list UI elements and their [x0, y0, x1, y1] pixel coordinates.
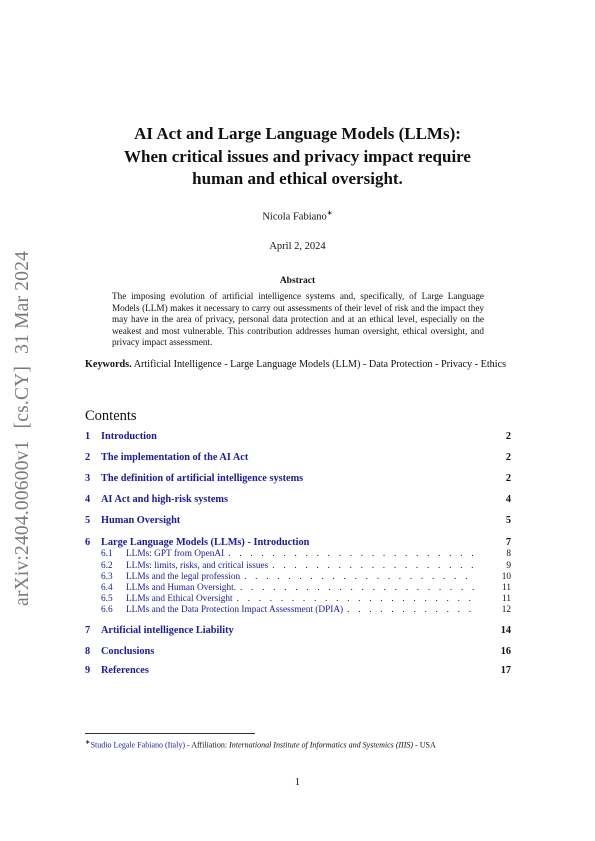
toc-subsection[interactable]: [85, 594, 511, 604]
author-footnote-mark[interactable]: ∗: [326, 209, 333, 217]
toc-subsection[interactable]: [85, 583, 511, 593]
toc-number: 6.1: [101, 549, 113, 559]
toc-page: 8: [506, 549, 511, 559]
toc-number: 2: [85, 452, 91, 463]
toc-subsection[interactable]: [85, 605, 511, 615]
toc-section[interactable]: [85, 452, 511, 463]
abstract-text: The imposing evolution of artificial intelligence systems and, specifically, of Large Language Models (LLM) makes it necessary to carry out assessments of their level of risk and the impact they may have in the area of privacy, personal data protection and at an ethical level, especially on the weakest and most vulnerable. This contribution addresses human oversight, ethical oversight, and privacy impact assessment.: [112, 291, 484, 347]
toc-title[interactable]: Large Language Models (LLMs) - Introduction: [101, 537, 310, 548]
arxiv-stamp: [12, 251, 34, 606]
arxiv-category: [cs.CY]: [12, 365, 33, 429]
toc-title[interactable]: Human Oversight: [101, 515, 181, 526]
toc-page: 11: [502, 583, 511, 593]
toc-subsection[interactable]: [85, 572, 511, 582]
toc-title[interactable]: LLMs and the Data Protection Impact Assessment (DPIA): [126, 605, 344, 615]
toc-section[interactable]: [85, 665, 511, 676]
toc-leader-dots: [240, 572, 475, 582]
toc-title[interactable]: References: [101, 665, 149, 676]
arxiv-id: arXiv:2404.00600v1: [12, 440, 33, 606]
footnote-text: - Affiliation:: [185, 740, 230, 750]
toc-page: 7: [505, 537, 511, 548]
toc-page: 2: [505, 473, 511, 484]
toc-number: 4: [85, 494, 91, 505]
toc-section[interactable]: [85, 431, 511, 442]
toc-title[interactable]: AI Act and high-risk systems: [101, 494, 229, 505]
footnote-link[interactable]: Studio Legale Fabiano (Italy): [90, 740, 185, 750]
title-line: AI Act and Large Language Models (LLMs):: [134, 124, 461, 143]
toc-title[interactable]: LLMs: GPT from OpenAI: [126, 549, 225, 559]
footnote-tail: - USA: [413, 740, 436, 750]
toc-number: 6: [85, 537, 91, 548]
toc-number: 5: [85, 515, 91, 526]
abstract-heading: Abstract: [279, 276, 316, 286]
title-line: human and ethical oversight.: [192, 169, 403, 188]
toc-page: 9: [506, 561, 511, 571]
footnote-affiliation: International Institute of Informatics and Systemics (IIIS): [229, 740, 414, 750]
toc-title[interactable]: Conclusions: [101, 646, 155, 657]
toc-number: 6.5: [101, 594, 113, 604]
toc-title[interactable]: LLMs and Human Oversight.: [126, 583, 236, 593]
keywords-text: Artificial Intelligence - Large Language Models (LLM) - Data Protection - Privacy - Ethics: [133, 359, 507, 370]
toc-number: 9: [85, 665, 91, 676]
toc-page: 2: [505, 431, 511, 442]
toc-title[interactable]: LLMs and the legal profession: [126, 572, 241, 582]
arxiv-date: 31 Mar 2024: [12, 250, 33, 354]
footnote-rule: [85, 733, 255, 734]
toc-leader-dots: [268, 561, 475, 571]
toc-number: 6.3: [101, 572, 113, 582]
toc-page: 5: [505, 515, 511, 526]
toc-title[interactable]: The definition of artificial intelligence systems: [101, 473, 304, 484]
toc-section[interactable]: [85, 537, 511, 548]
contents-heading: Contents: [85, 408, 137, 424]
toc-leader-dots: [224, 549, 475, 559]
toc-page: 14: [500, 625, 511, 636]
footnote: [85, 738, 513, 751]
toc-number: 6.4: [101, 583, 113, 593]
toc-page: 2: [505, 452, 511, 463]
toc-number: 6.6: [101, 605, 113, 615]
toc-number: 8: [85, 646, 91, 657]
toc-section[interactable]: [85, 515, 511, 526]
footnote-mark: ∗: [85, 739, 91, 746]
keywords: [85, 358, 513, 371]
toc-page: 16: [500, 646, 511, 657]
toc-title[interactable]: The implementation of the AI Act: [101, 452, 249, 463]
toc-subsection[interactable]: [85, 561, 511, 571]
toc-number: 1: [85, 431, 91, 442]
toc-leader-dots: [343, 605, 475, 615]
page-number: 1: [294, 777, 301, 788]
toc-leader-dots: [233, 594, 475, 604]
toc-subsection[interactable]: [85, 549, 511, 559]
toc-page: 11: [502, 594, 511, 604]
toc-number: 6.2: [101, 561, 113, 571]
toc-title[interactable]: LLMs and Ethical Oversight: [126, 594, 233, 604]
toc-leader-dots: [236, 583, 475, 593]
toc-section[interactable]: [85, 494, 511, 505]
paper-date: April 2, 2024: [269, 241, 326, 252]
paper-title: [85, 123, 510, 191]
toc-page: 10: [501, 572, 511, 582]
toc-title[interactable]: Artificial intelligence Liability: [101, 625, 234, 636]
toc-section[interactable]: [85, 625, 511, 636]
toc-number: 3: [85, 473, 91, 484]
keywords-label: Keywords.: [85, 359, 132, 370]
toc-page: 12: [501, 605, 511, 615]
title-line: When critical issues and privacy impact require: [124, 146, 471, 166]
toc-page: 4: [505, 494, 511, 505]
author: [85, 209, 510, 223]
toc-section[interactable]: [85, 646, 511, 657]
toc-number: 7: [85, 625, 91, 636]
toc-section[interactable]: [85, 473, 511, 484]
toc-title[interactable]: Introduction: [101, 431, 157, 442]
toc-title[interactable]: LLMs: limits, risks, and critical issues: [126, 561, 269, 571]
toc-page: 17: [500, 665, 511, 676]
author-name: Nicola Fabiano: [262, 211, 327, 223]
